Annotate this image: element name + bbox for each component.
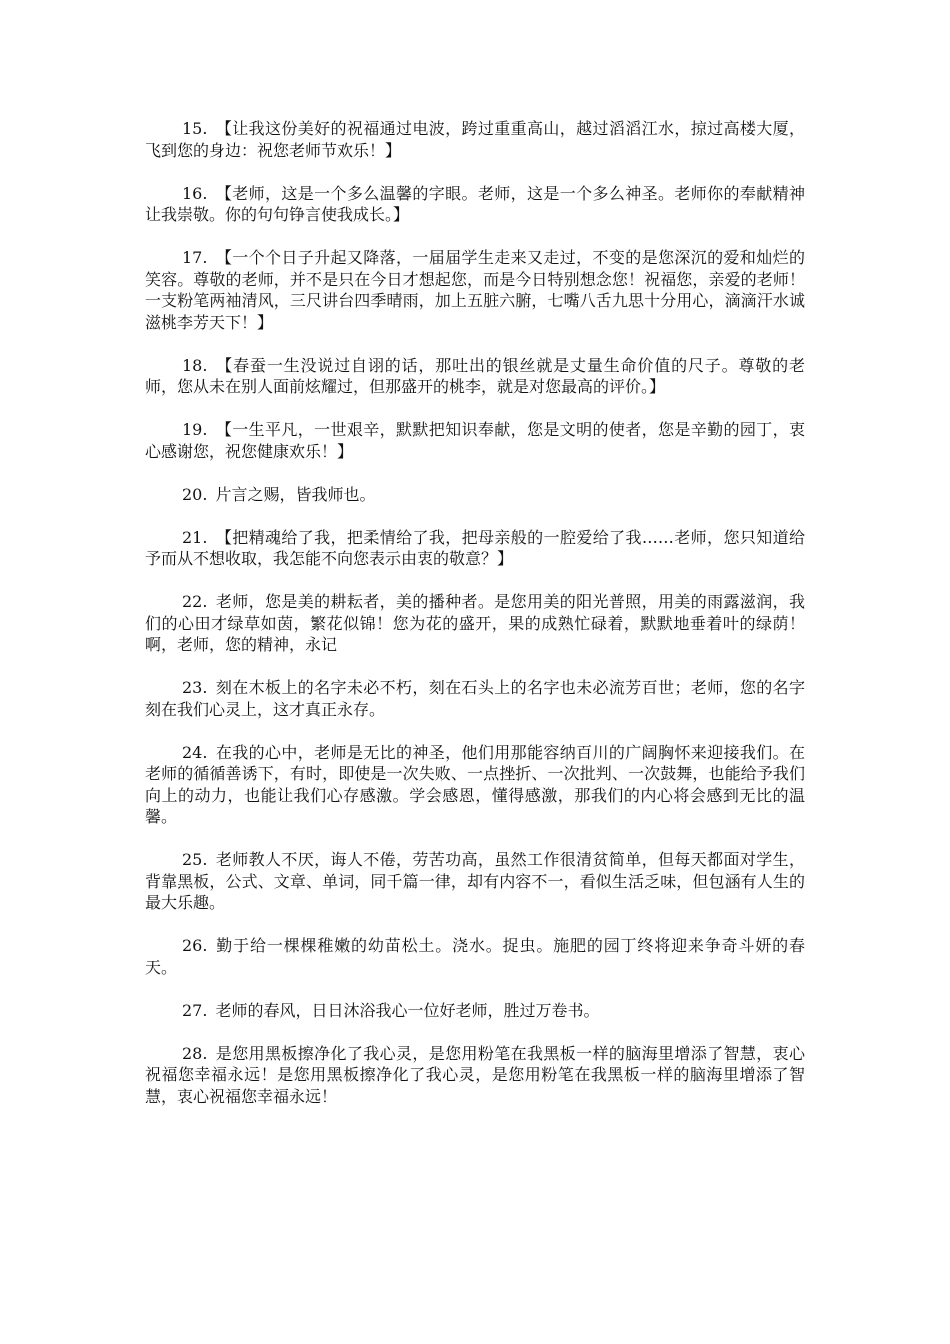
paragraph-number: 24. [182, 742, 208, 762]
paragraph-number: 15. [182, 119, 208, 138]
paragraph-number: 23. [182, 678, 208, 697]
document-page [145, 118, 805, 1129]
paragraph-28 [145, 1043, 805, 1108]
paragraph-22 [145, 591, 805, 656]
paragraph-text: 老师，您是美的耕耘者，美的播种者。是您用美的阳光普照，用美的雨露滋润，我们的心田才绿草如茵，繁花似锦！您为花的盛开，果的成熟忙碌着，默默地垂着叶的绿荫！啊，老师，您的精神，永记 [145, 592, 805, 654]
paragraph-number: 17. [182, 248, 208, 267]
paragraph-26 [145, 935, 805, 978]
paragraph-24 [145, 742, 805, 828]
paragraph-number: 25. [182, 850, 208, 869]
paragraph-number: 21. [182, 527, 208, 547]
paragraph-25 [145, 849, 805, 914]
paragraph-text: 勤于给一棵棵稚嫩的幼苗松土。浇水。捉虫。施肥的园丁终将迎来争奇斗妍的春天。 [145, 936, 805, 977]
paragraph-text: 【老师，这是一个多么温馨的字眼。老师，这是一个多么神圣。老师你的奉献精神让我崇敬。你的句句铮言使我成长。】 [145, 183, 805, 224]
paragraph-text: 在我的心中，老师是无比的神圣，他们用那能容纳百川的广阔胸怀来迎接我们。在老师的循循善诱下，有时，即使是一次失败、一点挫折、一次批判、一次鼓舞，也能给予我们向上的动力，也能让我们心存感激。学会感恩，懂得感激，那我们的内心将会感到无比的温馨。 [145, 742, 805, 826]
paragraph-number: 16. [182, 183, 208, 203]
paragraph-number: 22. [182, 592, 208, 611]
paragraph-19 [145, 419, 805, 462]
paragraph-text: 【春蚕一生没说过自诩的话，那吐出的银丝就是丈量生命价值的尺子。尊敬的老师，您从未在别人面前炫耀过，但那盛开的桃李，就是对您最高的评价。】 [145, 355, 805, 396]
paragraph-27 [145, 1000, 805, 1022]
paragraph-text: 片言之赐，皆我师也。 [215, 484, 376, 504]
paragraph-21 [145, 527, 805, 570]
paragraph-number: 20. [182, 484, 208, 504]
paragraph-number: 28. [182, 1043, 208, 1063]
paragraph-17 [145, 247, 805, 333]
paragraph-number: 18. [182, 355, 208, 375]
paragraph-23 [145, 677, 805, 720]
paragraph-text: 老师教人不厌，诲人不倦，劳苦功高，虽然工作很清贫简单，但每天都面对学生，背靠黑板，公式、文章、单词，同千篇一律，却有内容不一，看似生活乏味，但包涵有人生的最大乐趣。 [145, 850, 805, 912]
paragraph-text: 是您用黑板擦净化了我心灵，是您用粉笔在我黑板一样的脑海里增添了智慧，衷心祝福您幸福永远！是您用黑板擦净化了我心灵，是您用粉笔在我黑板一样的脑海里增添了智慧，衷心祝福您幸福永远！ [145, 1043, 805, 1106]
paragraph-text: 【一生平凡，一世艰辛，默默把知识奉献，您是文明的使者，您是辛勤的园丁，衷心感谢您，祝您健康欢乐！】 [145, 420, 805, 461]
paragraph-16 [145, 183, 805, 226]
paragraph-text: 【一个个日子升起又降落，一届届学生走来又走过，不变的是您深沉的爱和灿烂的笑容。尊敬的老师，并不是只在今日才想起您，而是今日特别想念您！祝福您，亲爱的老师！一支粉笔两袖清风，三尺讲台四季晴雨，加上五脏六腑，七嘴八舌九思十分用心，滴滴汗水诚滋桃李芳天下！】 [145, 248, 805, 332]
paragraph-20 [145, 484, 805, 506]
paragraph-18 [145, 355, 805, 398]
paragraph-number: 27. [182, 1000, 208, 1020]
paragraph-text: 老师的春风，日日沐浴我心一位好老师，胜过万卷书。 [215, 1000, 600, 1020]
paragraph-text: 【把精魂给了我，把柔情给了我，把母亲般的一腔爱给了我……老师，您只知道给予而从不想收取，我怎能不向您表示由衷的敬意？】 [145, 527, 805, 568]
paragraph-15 [145, 118, 805, 161]
paragraph-number: 19. [182, 420, 208, 439]
paragraph-number: 26. [182, 936, 208, 955]
paragraph-text: 【让我这份美好的祝福通过电波，跨过重重高山，越过滔滔江水，掠过高楼大厦，飞到您的身边：祝您老师节欢乐！】 [145, 119, 805, 160]
paragraph-text: 刻在木板上的名字未必不朽，刻在石头上的名字也未必流芳百世；老师，您的名字刻在我们心灵上，这才真正永存。 [145, 678, 805, 719]
